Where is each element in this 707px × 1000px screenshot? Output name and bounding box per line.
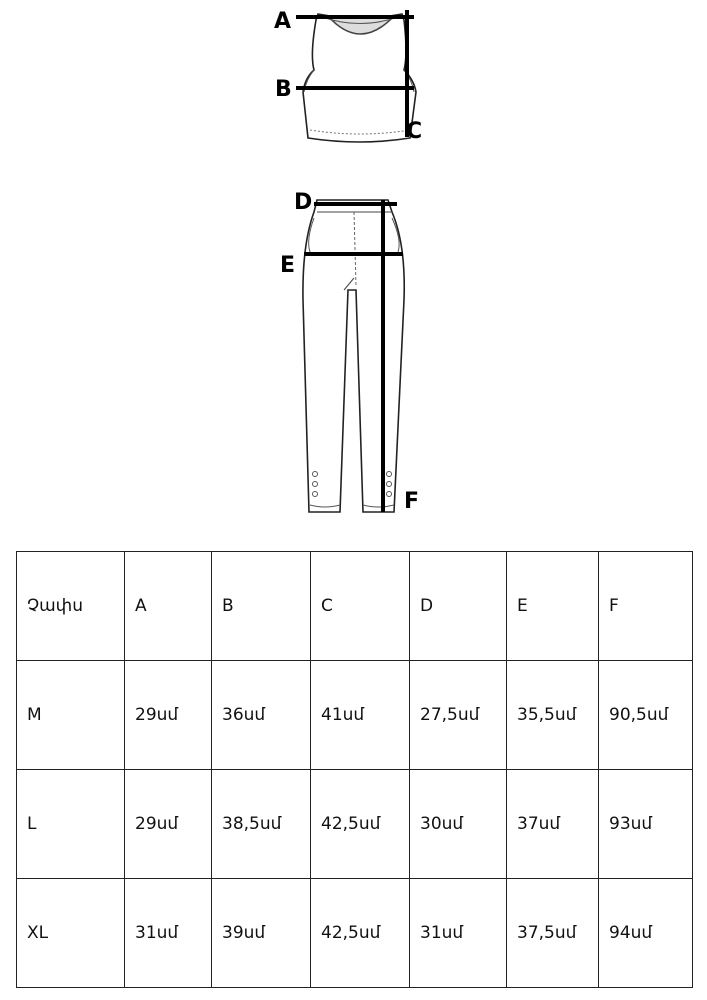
- header-c: C: [311, 552, 410, 661]
- table-cell: 37սմ: [507, 770, 599, 879]
- table-cell: 31սմ: [410, 879, 507, 988]
- table-cell: 38,5սմ: [212, 770, 311, 879]
- table-cell: 35,5սմ: [507, 661, 599, 770]
- table-cell: 27,5սմ: [410, 661, 507, 770]
- table-cell: 29սմ: [125, 770, 212, 879]
- header-f: F: [599, 552, 693, 661]
- table-cell: 39սմ: [212, 879, 311, 988]
- size-chart-table: [16, 551, 693, 988]
- table-row: [17, 661, 693, 770]
- header-size: Չափս: [17, 552, 125, 661]
- label-e: E: [280, 253, 296, 278]
- table-cell: L: [17, 770, 125, 879]
- header-d: D: [410, 552, 507, 661]
- pants-sketch: [303, 200, 404, 512]
- table-header-row: [17, 552, 693, 661]
- table-cell: 94սմ: [599, 879, 693, 988]
- label-a: A: [274, 9, 292, 34]
- table-cell: 31սմ: [125, 879, 212, 988]
- header-a: A: [125, 552, 212, 661]
- label-c: C: [406, 119, 423, 144]
- table-cell: 93սմ: [599, 770, 693, 879]
- table-cell: 29սմ: [125, 661, 212, 770]
- crop-top-sketch: [303, 14, 416, 142]
- table-cell: 37,5սմ: [507, 879, 599, 988]
- table-cell: 90,5սմ: [599, 661, 693, 770]
- table-cell: 36սմ: [212, 661, 311, 770]
- header-b: B: [212, 552, 311, 661]
- table-row: [17, 770, 693, 879]
- table-cell: M: [17, 661, 125, 770]
- header-e: E: [507, 552, 599, 661]
- label-d: D: [294, 190, 313, 215]
- table-cell: 42,5սմ: [311, 770, 410, 879]
- table-cell: 30սմ: [410, 770, 507, 879]
- table-cell: 41սմ: [311, 661, 410, 770]
- label-b: B: [275, 77, 292, 102]
- table-cell: 42,5սմ: [311, 879, 410, 988]
- table-row: [17, 879, 693, 988]
- table-cell: XL: [17, 879, 125, 988]
- label-f: F: [404, 489, 420, 514]
